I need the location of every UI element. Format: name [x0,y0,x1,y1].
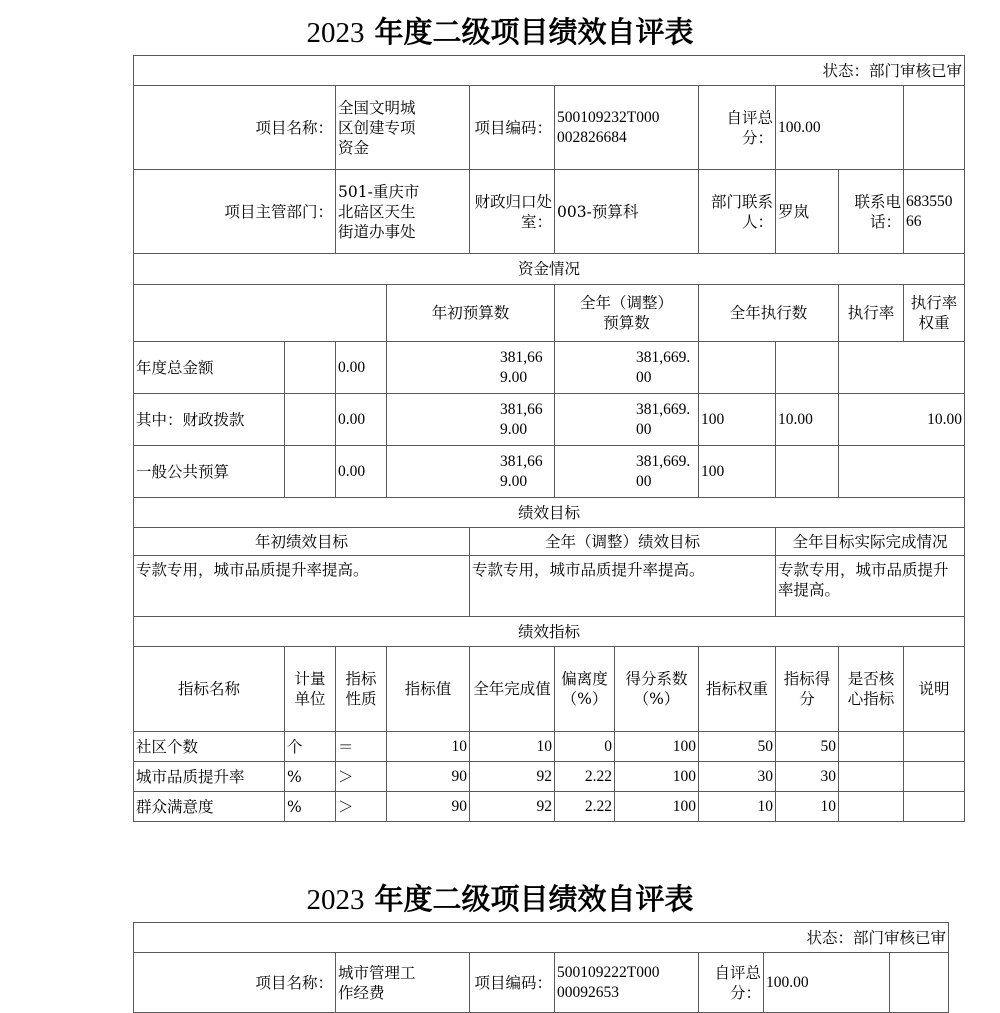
indicator-deviation: 2.22 [555,762,615,792]
funds-executed: 381,669.00 [555,394,699,446]
indicator-note [904,732,965,762]
empty-cell [134,285,387,342]
funds-weight: 10.00 [776,394,839,446]
project-code-label: 项目编码： [470,953,555,1013]
indicator-name: 群众满意度 [134,792,285,822]
dept-value: 501-重庆市北碚区天生街道办事处 [336,170,470,254]
ind-col-note: 说明 [904,647,965,732]
funds-adjusted: 381,669.00 [387,342,555,394]
empty-cell [285,394,336,446]
project-name-value: 全国文明城区创建专项资金 [336,86,470,170]
funds-rate [699,342,776,394]
contact-label: 部门联系人： [699,170,776,254]
indicator-nature: ＞ [336,792,387,822]
funds-score [839,446,965,498]
ind-col-name: 指标名称 [134,647,285,732]
goal-col-actual: 全年目标实际完成情况 [776,528,965,556]
funds-initial: 0.00 [336,446,387,498]
col-initial-budget: 年初预算数 [387,285,555,342]
funds-executed: 381,669.00 [555,342,699,394]
self-score-label: 自评总分： [699,86,776,170]
indicator-score: 50 [776,732,839,762]
indicator-core [839,762,904,792]
ind-col-weight: 指标权重 [699,647,776,732]
indicator-weight: 10 [699,792,776,822]
funds-initial: 0.00 [336,394,387,446]
indicator-unit: % [285,792,336,822]
form2-title: 2023 年度二级项目绩效自评表 [306,882,694,916]
ind-col-value: 指标值 [387,647,470,732]
dept-label: 项目主管部门： [134,170,336,254]
indicator-name: 城市品质提升率 [134,762,285,792]
form2-table [133,922,949,1013]
funds-row-name: 一般公共预算 [134,446,285,498]
ind-col-deviation: 偏离度（%） [555,647,615,732]
indicator-value: 10 [387,732,470,762]
empty-cell [890,953,949,1013]
indicator-coef: 100 [615,762,699,792]
status-text: 状态：部门审核已审 [134,923,949,953]
ind-col-coef: 得分系数（%） [615,647,699,732]
goals-header: 绩效目标 [134,498,965,528]
indicator-note [904,762,965,792]
project-name-value: 城市管理工作经费 [336,953,470,1013]
indicator-nature: ＞ [336,762,387,792]
project-code-label: 项目编码： [470,86,555,170]
indicator-name: 社区个数 [134,732,285,762]
funds-rate: 100 [699,446,776,498]
phone-value: 68355066 [904,170,965,254]
indicator-unit: 个 [285,732,336,762]
ind-col-core: 是否核心指标 [839,647,904,732]
indicator-deviation: 2.22 [555,792,615,822]
ind-col-score: 指标得分 [776,647,839,732]
funds-score [839,342,965,394]
goal-actual: 专款专用，城市品质提升率提高。 [776,556,965,617]
self-score-value: 100.00 [764,953,890,1013]
indicator-unit: % [285,762,336,792]
indicator-coef: 100 [615,792,699,822]
project-code-value: 500109222T00000092653 [555,953,699,1013]
funds-header: 资金情况 [134,254,965,285]
self-score-label: 自评总分： [699,953,764,1013]
indicator-score: 10 [776,792,839,822]
empty-cell [285,342,336,394]
col-adjusted-budget: 全年（调整）预算数 [555,285,699,342]
goal-col-initial: 年初绩效目标 [134,528,470,556]
empty-cell [904,86,965,170]
fiscal-label: 财政归口处室： [470,170,555,254]
funds-rate: 100 [699,394,776,446]
ind-col-unit: 计量单位 [285,647,336,732]
indicator-weight: 30 [699,762,776,792]
status-text: 状态：部门审核已审 [134,56,965,86]
goal-col-adjusted: 全年（调整）绩效目标 [470,528,776,556]
indicator-completed: 92 [470,762,555,792]
goal-initial: 专款专用，城市品质提升率提高。 [134,556,470,617]
funds-row-name: 其中：财政拨款 [134,394,285,446]
funds-row-name: 年度总金额 [134,342,285,394]
funds-adjusted: 381,669.00 [387,446,555,498]
self-score-value: 100.00 [776,86,904,170]
col-executed: 全年执行数 [699,285,839,342]
goal-adjusted: 专款专用，城市品质提升率提高。 [470,556,776,617]
indicator-core [839,792,904,822]
indicator-deviation: 0 [555,732,615,762]
ind-col-nature: 指标性质 [336,647,387,732]
indicator-weight: 50 [699,732,776,762]
indicator-core [839,732,904,762]
indicator-value: 90 [387,762,470,792]
indicator-coef: 100 [615,732,699,762]
col-exec-rate: 执行率 [839,285,904,342]
indicator-score: 30 [776,762,839,792]
indicator-note [904,792,965,822]
indicator-value: 90 [387,792,470,822]
funds-adjusted: 381,669.00 [387,394,555,446]
indicator-completed: 10 [470,732,555,762]
indicator-nature: ＝ [336,732,387,762]
indicator-completed: 92 [470,792,555,822]
ind-col-completed: 全年完成值 [470,647,555,732]
form1-table [133,55,965,822]
project-code-value: 500109232T000002826684 [555,86,699,170]
funds-executed: 381,669.00 [555,446,699,498]
funds-initial: 0.00 [336,342,387,394]
project-name-label: 项目名称： [134,86,336,170]
indicators-header: 绩效指标 [134,617,965,647]
funds-score: 10.00 [839,394,965,446]
funds-weight [776,446,839,498]
fiscal-value: 003-预算科 [555,170,699,254]
form1-title: 2023 年度二级项目绩效自评表 [306,15,694,49]
phone-label: 联系电话： [839,170,904,254]
funds-weight [776,342,839,394]
contact-value: 罗岚 [776,170,839,254]
empty-cell [285,446,336,498]
project-name-label: 项目名称： [134,953,336,1013]
col-rate-weight: 执行率权重 [904,285,965,342]
